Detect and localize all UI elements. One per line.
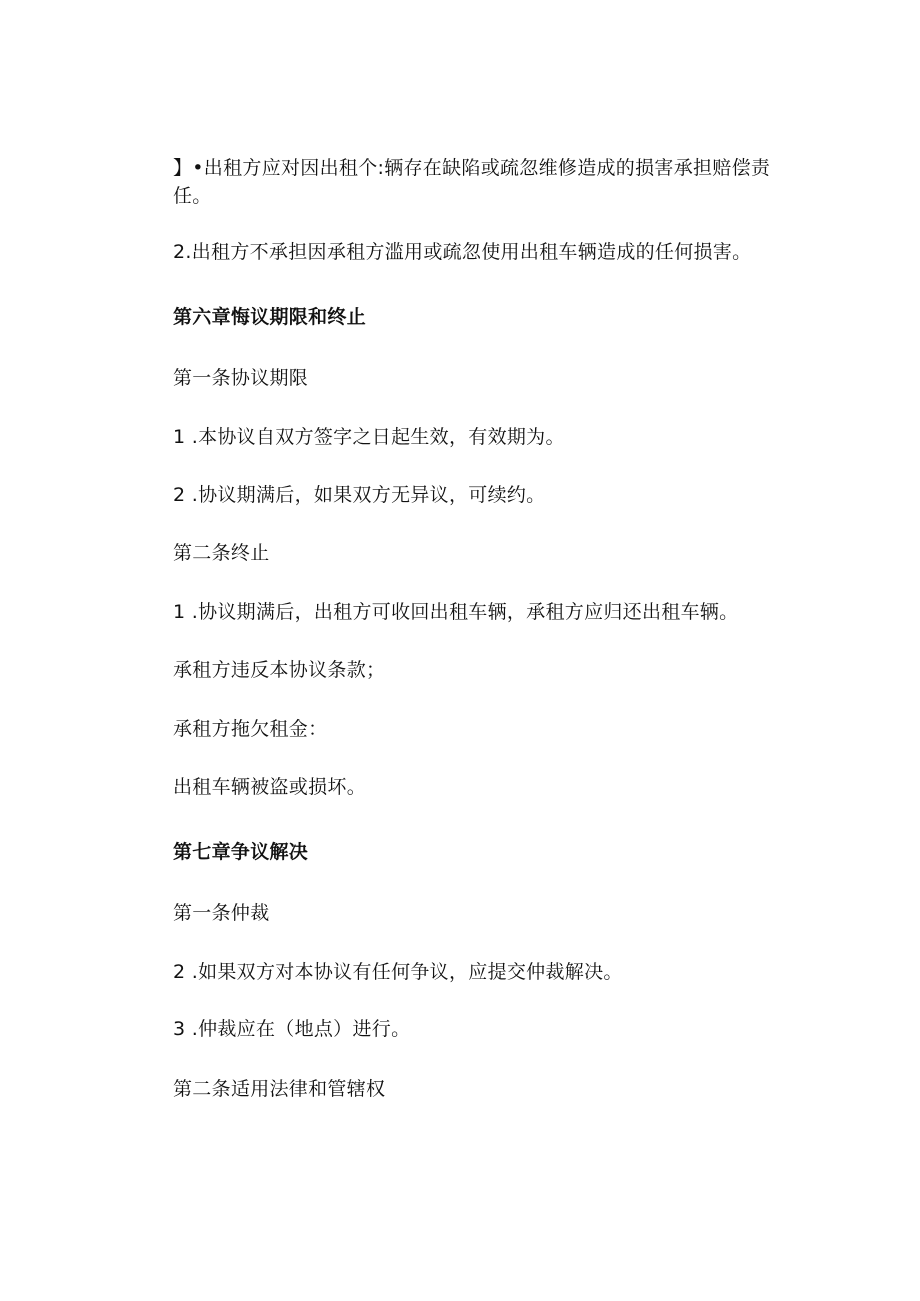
clause-submit-arbitration: 2 .如果双方对本协议有任何争议，应提交仲裁解决。	[173, 961, 623, 983]
paragraph-lessor-liability: 】•出租方应对因出租个:辆存在缺陷或疏忽维修造成的损害承担赔偿责任。	[173, 157, 771, 207]
chapter-heading-term-termination: 第六章悔议期限和终止	[173, 306, 367, 328]
article-heading-termination: 第二条终止	[173, 542, 270, 564]
clause-effective-date: 1 .本协议自双方签字之日起生效，有效期为。	[173, 426, 565, 448]
clause-renewal: 2 .协议期满后，如果双方无异议，可续约。	[173, 484, 546, 506]
article-heading-law-jurisdiction: 第二条适用法律和管辖权	[173, 1078, 386, 1100]
article-heading-arbitration: 第一条仲裁	[173, 902, 270, 924]
clause-theft-damage: 出租车辆被盗或损坏。	[173, 776, 367, 798]
clause-arbitration-location: 3 .仲裁应在（地点）进行。	[173, 1018, 411, 1040]
paragraph-lessor-exemption: 2.出租方不承担因承租方滥用或疏忽使用出租车辆造成的任何损害。	[173, 241, 752, 263]
clause-rent-arrears: 承租方拖欠租金：	[173, 718, 328, 740]
clause-vehicle-return: 1 .协议期满后，出租方可收回出租车辆，承租方应归还出租车辆。	[173, 601, 739, 623]
chapter-heading-dispute: 第七章争议解决	[173, 841, 309, 863]
clause-breach: 承租方违反本协议条款；	[173, 659, 386, 681]
article-heading-term: 第一条协议期限	[173, 367, 309, 389]
